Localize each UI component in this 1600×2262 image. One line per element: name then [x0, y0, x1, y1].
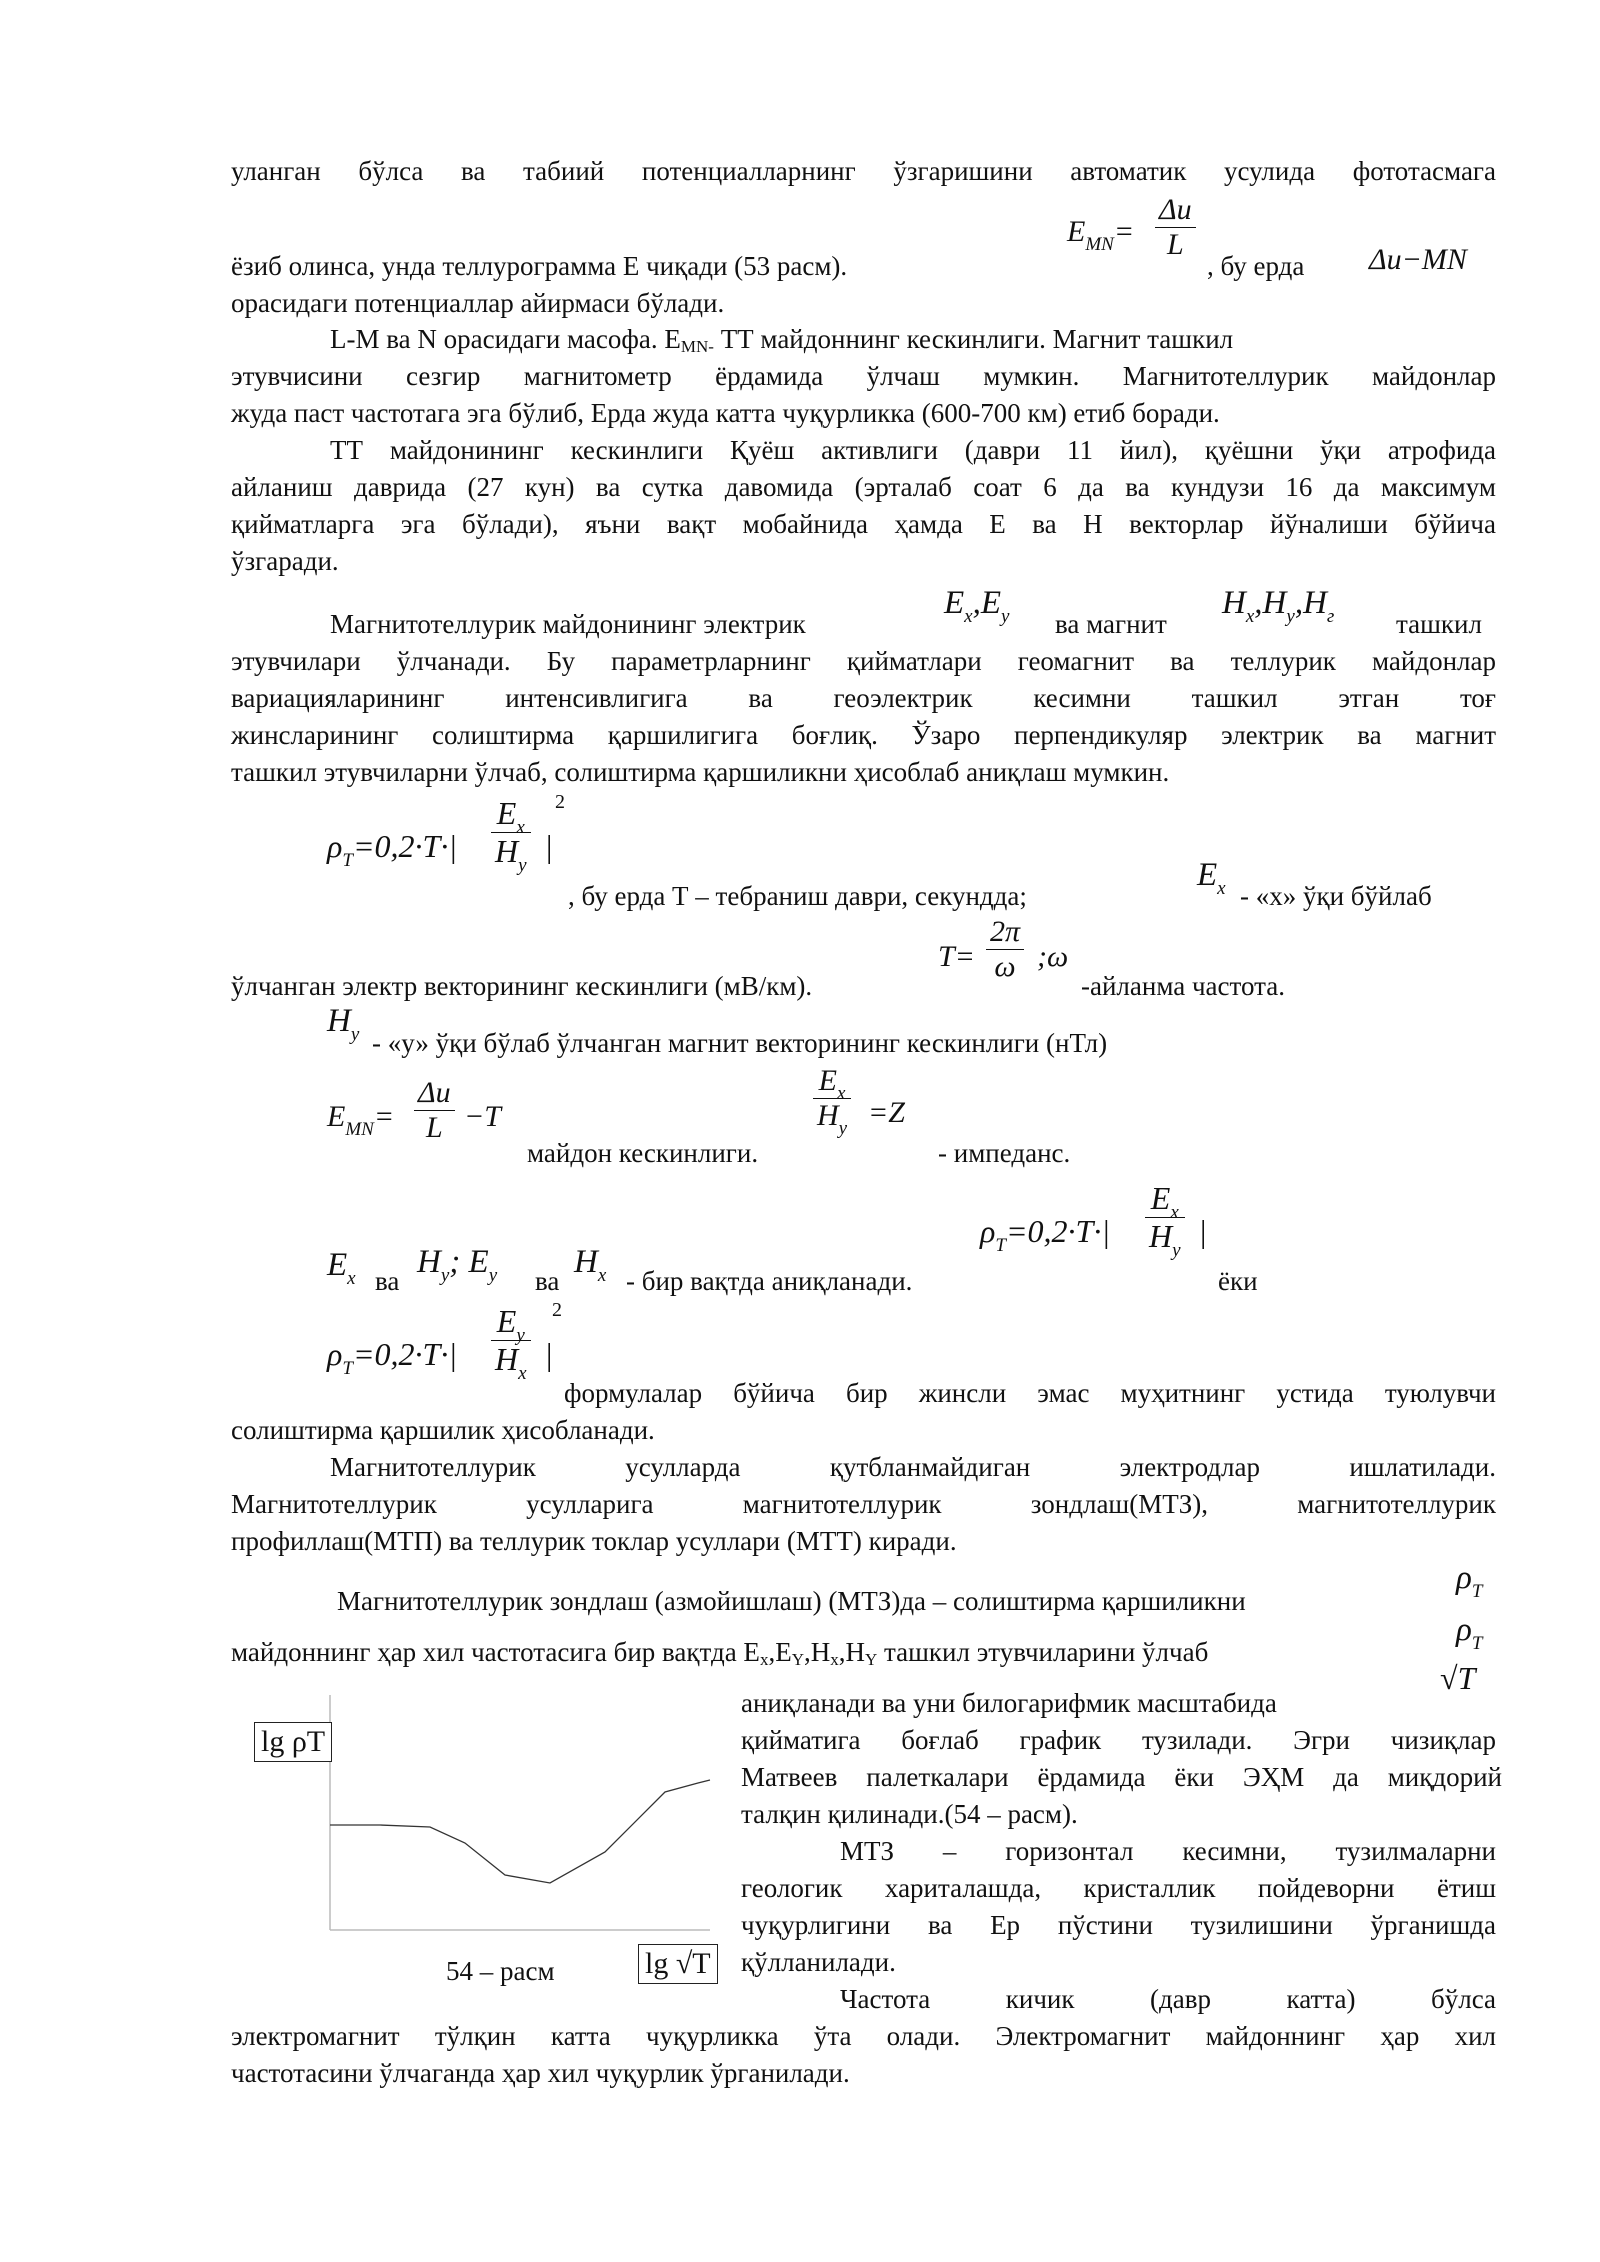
- text-line: ва магнит: [1055, 609, 1167, 639]
- x-axis-label: lg √T: [638, 1944, 718, 1984]
- text-line: ва: [375, 1266, 400, 1296]
- text-line: формулалар бўйича бир жинсли эмас муҳитнинг устида туюлувчи: [564, 1378, 1496, 1408]
- text-line: ўлчанган электр векторининг кескинлиги (мВ/км).: [231, 971, 813, 1001]
- text-line: айланиш даврида (27 кун) ва сутка давомида (эрталаб соат 6 да ва кундузи 16 да максимум: [231, 472, 1496, 502]
- formula-emn: $E_{MN}=$: [1067, 215, 1135, 255]
- text-line: этувчилари ўлчанади. Бу параметрларнинг қийматлари геомагнит ва теллурик майдонлар: [231, 646, 1496, 676]
- text-line: частотасини ўлчаганда ҳар хил чуқурлик ўрганилади.: [231, 2058, 850, 2088]
- text-line: Магнитотеллурик майдонининг электрик: [330, 609, 806, 639]
- formula-ex: $E_x$: [1197, 857, 1226, 899]
- text-line: L-M ва N орасидаги масофа. EMN- ТТ майдоннинг кескинлиги. Магнит ташкил: [330, 324, 1234, 356]
- text-line: жинсларининг солиштирма қаршилигига боғлиқ. Ўзаро перпендикуляр электрик ва магнит: [231, 720, 1496, 750]
- text-line: уланган бўлса ва табиий потенциалларнинг ўзгаришини автоматик усулида фототасмага: [231, 156, 1496, 186]
- formula-t: T=: [938, 940, 975, 973]
- formula-rho-t: $\rho_T$: [1456, 1560, 1483, 1602]
- text-line: Матвеев палеткалари ёрдамида ёки ЭҲМ да миқдорий: [741, 1762, 1502, 1792]
- formula-fraction: $E_x$ $H_y$: [813, 1064, 851, 1133]
- text-line: МТЗ – горизонтал кесимни, тузилмаларни: [840, 1836, 1496, 1866]
- text-line: - импеданс.: [938, 1138, 1071, 1168]
- formula-sqrt-t: √T: [1440, 1660, 1476, 1696]
- text-line: - «у» ўқи бўлаб ўлчанган магнит векторининг кескинлиги (нТл): [372, 1028, 1108, 1058]
- formula-fraction: Δu L: [414, 1076, 455, 1145]
- text-line: - «х» ўқи бўйлаб: [1240, 881, 1432, 911]
- text-line: ёзиб олинса, унда теллурограмма Е чиқади (53 расм).: [231, 251, 848, 281]
- text-line: ёки: [1218, 1266, 1258, 1296]
- text-line: электромагнит тўлқин катта чуқурликка ўта олади. Электромагнит майдоннинг ҳар хил: [231, 2021, 1496, 2051]
- figure-caption: 54 – расм: [446, 1956, 555, 1986]
- text-line: ташкил этувчиларни ўлчаб, солиштирма қаршиликни ҳисоблаб аниқлаш мумкин.: [231, 757, 1170, 787]
- text-line: , бу ерда Т – тебраниш даври, секундда;: [568, 881, 1027, 911]
- text-line: солиштирма қаршилик ҳисобланади.: [231, 1415, 655, 1445]
- text-line: -айланма частота.: [1081, 971, 1285, 1001]
- formula-hy-ey: $H_y$; $E_y$: [417, 1244, 498, 1286]
- text-line: этувчисини сезгир магнитометр ёрдамида ўлчаш мумкин. Магнитотеллурик майдонлар: [231, 361, 1496, 391]
- text-line: талқин қилинади.(54 – расм).: [741, 1799, 1078, 1829]
- text-line: аниқланади ва уни билогарифмик масштабида: [741, 1688, 1277, 1718]
- y-axis-label: lg ρT: [254, 1722, 332, 1762]
- formula-emn: $E_{MN}=$: [327, 1100, 395, 1140]
- text-line: Магнитотеллурик зондлаш (азмойишлаш) (МТЗ)да – солиштирма қаршиликни: [337, 1586, 1246, 1616]
- text-line: қийматларга эга бўлади), яъни вақт мобайнида ҳамда Е ва Н векторлар йўналиши бўйича: [231, 509, 1496, 539]
- text-line: ва: [535, 1266, 560, 1296]
- formula-fraction: 2π ω: [986, 915, 1024, 984]
- formula-z: =Z: [868, 1096, 905, 1129]
- text-line: профиллаш(МТП) ва теллурик токлар усуллари (МТТ) киради.: [231, 1526, 957, 1556]
- text-line: қийматига боғлаб график тузилади. Эгри чизиқлар: [741, 1725, 1496, 1755]
- formula-ex-ey: $E_x,E_y$: [944, 585, 1010, 627]
- figure-54: [240, 1680, 720, 2010]
- text-line: , бу ерда: [1207, 251, 1305, 281]
- text-line: вариацияларининг интенсивлигига ва геоэлектрик кесимни ташкил этган тоғ: [231, 683, 1496, 713]
- formula-delta-u: Δu−MN: [1369, 243, 1467, 276]
- text-line: Частота кичик (давр катта) бўлса: [840, 1984, 1496, 2014]
- text-line: қўлланилади.: [741, 1947, 896, 1977]
- text-line: геологик хариталашда, кристаллик пойдеворни ётиш: [741, 1873, 1496, 1903]
- text-line: ўзгаради.: [231, 546, 339, 576]
- formula-hy: $H_y$: [327, 1003, 360, 1045]
- text-line: Магнитотеллурик усулларига магнитотеллурик зондлаш(МТЗ), магнитотеллурик: [231, 1489, 1496, 1519]
- formula-rho-t: $\rho_T$: [1456, 1612, 1483, 1654]
- sounding-curve: [330, 1780, 710, 1883]
- text-line: жуда паст частотага эга бўлиб, Ерда жуда катта чуқурликка (600-700 км) етиб боради.: [231, 398, 1220, 428]
- text-line: - бир вақтда аниқланади.: [626, 1266, 913, 1296]
- text-line: чуқурлигини ва Ер пўстини тузилишини ўрганишда: [741, 1910, 1496, 1940]
- text-line: Магнитотеллурик усулларда қутбланмайдиган электродлар ишлатилади.: [330, 1452, 1496, 1482]
- formula-ex: $E_x$: [327, 1247, 356, 1289]
- document-page: уланган бўлса ва табиий потенциалларнинг ўзгаришини автоматик усулида фототасмага ёзиб олинса, унда теллурограмма Е чиқади (53 расм). $E_{MN}=$ Δu L , бу ерда Δu−MN орасидаги потенциаллар айирмаси бўлади. L-M ва N орасидаги масофа. EMN- ТТ майдоннинг кескинлиги. Магнит ташкил этувчисини сезгир магнитометр ёрдамида ўлчаш мумкин. Магнитотеллурик майдонлар жуда паст частотага эга бўлиб, Ерда жуда катта чуқурликка (600-700 км) етиб боради. ТТ майдонининг кескинлиги Қуёш активлиги (даври 11 йил), қуёшни ўқи атрофида айланиш даврида (27 кун) ва сутка давомида (эрталаб соат 6 да ва кундузи 16 да максимум қийматларга эга бўлади), яъни вақт мобайнида ҳамда Е ва Н векторлар йўналиши бўйича ўзгаради. Магнитотеллурик майдонининг электрик $E_x,E_y$ ва магнит $H_x,H_y,H_г$ ташкил этувчилари ўлчанади. Бу параметрларнинг қийматлари геомагнит ва теллурик майдонлар вариацияларининг интенсивлигига ва геоэлектрик кесимни ташкил этган тоғ жинсларининг солиштирма қаршилигига боғлиқ. Ўзаро перпендикуляр электрик ва магнит ташкил этувчиларни ўлчаб, солиштирма қаршиликни ҳисоблаб аниқлаш мумкин. $\rho_T=0,2\cdot T\cdot|$ $E_x$ $H_y$ | 2 , бу ерда Т – тебраниш даври, секундда; $E_x$ - «х» ўқи бўйлаб ўлчанган электр векторининг кескинлиги (мВ/км). T= 2π ω ;ω -айланма частота. $H_y$ - «у» ўқи бўлаб ўлчанган магнит векторининг кескинлиги (нТл) $E_{MN}=$ Δu L −T майдон кескинлиги. $E_x$ $H_y$ =Z - импеданс. $\rho_T=0,2\cdot T\cdot|$ $E_x$ $H_y$ | $E_x$ ва $H_y$; $E_y$ ва $H_x$ - бир вақтда аниқланади. ёки $\rho_T=0,2\cdot T\cdot|$ $E_y$ $H_x$ | 2 формулалар бўйича бир жинсли эмас муҳитнинг устида туюлувчи солиштирма қаршилик ҳисобланади. Магнитотеллурик усулларда қутбланмайдиган электродлар ишлатилади. Магнитотеллурик усулларига магнитотеллурик зондлаш(МТЗ), магнитотеллурик профиллаш(МТП) ва теллурик токлар усуллари (МТТ) киради. Магнитотеллурик зондлаш (азмойишлаш) (МТЗ)да – солиштирма қаршиликни $\rho_T$ майдоннинг ҳар хил частотасига бир вақтда Ex,EY,Hx,HY ташкил этувчиларини ўлчаб $\rho_T$ lg ρT 54 – расм lg √T аниқланади ва уни билогарифмик масштабида √T қийматига боғлаб график тузилади. Эгри чизиқлар Матвеев палеткалари ёрдамида ёки ЭҲМ да миқдорий талқин қилинади.(54 – расм). МТЗ – горизонтал кесимни, тузилмаларни геологик хариталашда, кристаллик пойдеворни ётиш чуқурлигини ва Ер пўстини тузилишини ўрганишда қўлланилади. Частота кичик (давр катта) бўлса электромагнит тўлқин катта чуқурликка ўта олади. Электромагнит майдоннинг ҳар хил частотасини ўлчаганда ҳар хил чуқурлик ўрганилади.: [0, 0, 1600, 2262]
- formula-hx: $H_x$: [574, 1244, 607, 1286]
- text-line: майдоннинг ҳар хил частотасига бир вақтда Ex,EY,Hx,HY ташкил этувчиларини ўлчаб: [231, 1637, 1209, 1669]
- text-line: ташкил: [1396, 609, 1482, 639]
- formula-hx-hy-hz: $H_x,H_y,H_г$: [1222, 585, 1335, 627]
- text-line: майдон кескинлиги.: [527, 1138, 759, 1168]
- text-line: орасидаги потенциаллар айирмаси бўлади.: [231, 288, 725, 318]
- formula-fraction: Δu L: [1155, 193, 1196, 262]
- formula-minus-t: −T: [464, 1100, 501, 1133]
- formula-omega: ;ω: [1037, 940, 1069, 973]
- text-line: ТТ майдонининг кескинлиги Қуёш активлиги (даври 11 йил), қуёшни ўқи атрофида: [330, 435, 1496, 465]
